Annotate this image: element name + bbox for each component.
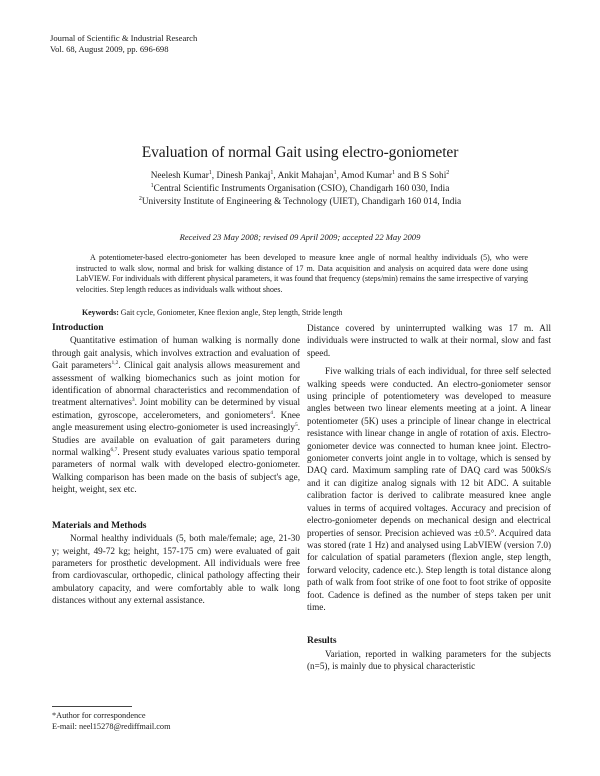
text-run: . Clinical gait analysis allows measurement and assessment of walking biomechanics such as joint motion for identification of abnormal characteristics and recommendation of treatment alternatives: [52, 360, 300, 408]
citation-mark: 3: [131, 397, 135, 404]
text-run: . Knee angle measurement using electro-goniometer is used increasingly: [52, 409, 300, 433]
author-block: [0, 170, 600, 209]
paper-title: Evaluation of normal Gait using electro-goniometer: [141, 144, 459, 161]
author-separator: ,: [273, 171, 278, 181]
author-list: [0, 170, 600, 183]
author-separator: ,: [211, 171, 217, 181]
author-separator: ,: [336, 171, 341, 181]
text-run: . Joint mobility can be determined by visual estimation, gyroscope, accelerometers, and goniometers: [52, 397, 300, 420]
author-name: Amod Kumar: [340, 171, 393, 181]
author-affil-mark: 1: [333, 169, 337, 176]
right-column: [307, 322, 551, 673]
citation-mark: 5: [294, 422, 298, 429]
author-separator: and: [395, 171, 414, 181]
section-heading-materials: Materials and Methods: [52, 520, 147, 531]
author-name: Dinesh Pankaj: [216, 171, 271, 181]
affiliation-text: University Institute of Engineering & Technology (UIET), Chandigarh 160 014, India: [141, 197, 462, 207]
text-run: . Studies are available on evaluation of gait parameters during normal walking: [52, 422, 300, 458]
author-affil-mark: 1: [208, 169, 212, 176]
author-affil-mark: 1: [392, 169, 396, 176]
received-dates: Received 23 May 2008; revised 09 April 2009; accepted 22 May 2009: [179, 232, 421, 242]
affiliation-mark: 1: [150, 182, 154, 189]
footnote-email[interactable]: E-mail: neel15278@rediffmail.com: [52, 722, 171, 731]
citation-mark: 4: [270, 409, 273, 416]
affiliation: [0, 183, 600, 196]
journal-volume: Vol. 68, August 2009, pp. 696-698: [50, 43, 169, 54]
author-name: B S Sohi: [413, 171, 447, 181]
abstract: A potentiometer-based electro-goniometer has been developed to measure knee angle of normal healthy individuals (5), who were instructed to walk slow, normal and brisk for walking distance of 17 m. Data acquisition and analysis on acquired data were done using LabVIEW. For individuals with different physical parameters, it was found that frequency (steps/min) remains the same irrespective of varying velocities. Step length reduces as individuals walk without shoes.: [76, 253, 528, 294]
keywords-text: Gait cycle, Goniometer, Knee flexion angle, Step length, Stride length: [118, 308, 343, 317]
author-name: Neelesh Kumar: [150, 171, 209, 181]
affiliation-mark: 2: [138, 195, 142, 202]
section-heading-results: Results: [307, 636, 337, 647]
text-run: Quantitative estimation of human walking is normally done through gait analysis, which involves extraction and evaluation of Gait parameters: [52, 335, 300, 371]
keywords-label: Keywords:: [82, 308, 119, 317]
footnote-divider: [52, 706, 132, 707]
keywords: [82, 308, 342, 317]
affiliation-text: Central Scientific Instruments Organisation (CSIO), Chandigarh 160 030, India: [153, 184, 450, 194]
author-affil-mark: 1: [270, 169, 274, 176]
introduction-paragraph: [52, 334, 300, 495]
author-name: Ankit Mahajan: [277, 171, 334, 181]
left-column: [52, 322, 300, 607]
affiliation: [0, 196, 600, 209]
citation-mark: 6,7: [110, 447, 118, 453]
footnote-author: *Author for correspondence: [52, 711, 146, 720]
author-affil-mark: 2: [446, 169, 450, 176]
materials-paragraph: Normal healthy individuals (5, both male/female; age, 21-30 y; weight, 49-72 kg; height, 157-175 cm) were evaluated of gait parameters for prosthetic development. All individuals were free from cardiovascular, orthopedic, clinical pathology affecting their ambulatory capacity, and were comfortably able to walk long distances without any external assistance.: [52, 533, 300, 606]
journal-header: [50, 33, 197, 54]
citation-mark: 1,2: [111, 360, 119, 367]
text-run: . Present study evaluates various spatio temporal parameters of normal walk with developed electro-goniometer. Walking comparison has been made on the basis of subject's age, height, weight, sex etc.: [52, 447, 300, 495]
materials-paragraph-continued: Distance covered by uninterrupted walking was 17 m. All individuals were instructed to walk at their normal, slow and fast speed.: [307, 323, 551, 358]
results-paragraph: Variation, reported in walking parameters for the subjects (n=5), is mainly due to physical characteristic: [307, 648, 551, 672]
journal-name: Journal of Scientific & Industrial Research: [50, 33, 198, 43]
materials-paragraph-2: Five walking trials of each individual, for three self selected walking speeds were conducted. An electro-goniometer sensor using principle of potentiometery was developed to measure angles between two linear elements meeting at a joint. A linear potentiometer (5K) uses a principle of linear change in electrical resistance with linear change in angle of rotation of axis. Electro-goniometer device was connected to human knee joint. Electro-goniometer converts joint angle in to voltage, which is sensed by DAQ card. Maximum sampling rate of DAQ card was 500kS/s and it can digitize analog signals with 12 bit ADC. A suitable calibration factor is derived to calibrate measured knee angle values in terms of acquired voltages. Accuracy and precision of electro-goniometer depends on mechanical design and electrical properties of sensor. Precision achieved was ±0.5°. Acquired data was stored (rate 1 Hz) and analysed using LabVIEW (version 7.0) for calculation of spatial parameters (flexion angle, step length, forward velocity, cadence etc.). Step length is total distance along path of walk from foot strike of one foot to foot strike of opposite foot. Cadence is defined as the number of steps taken per unit time.: [307, 366, 551, 612]
section-heading-introduction: Introduction: [52, 323, 104, 333]
footnote: [52, 710, 171, 732]
